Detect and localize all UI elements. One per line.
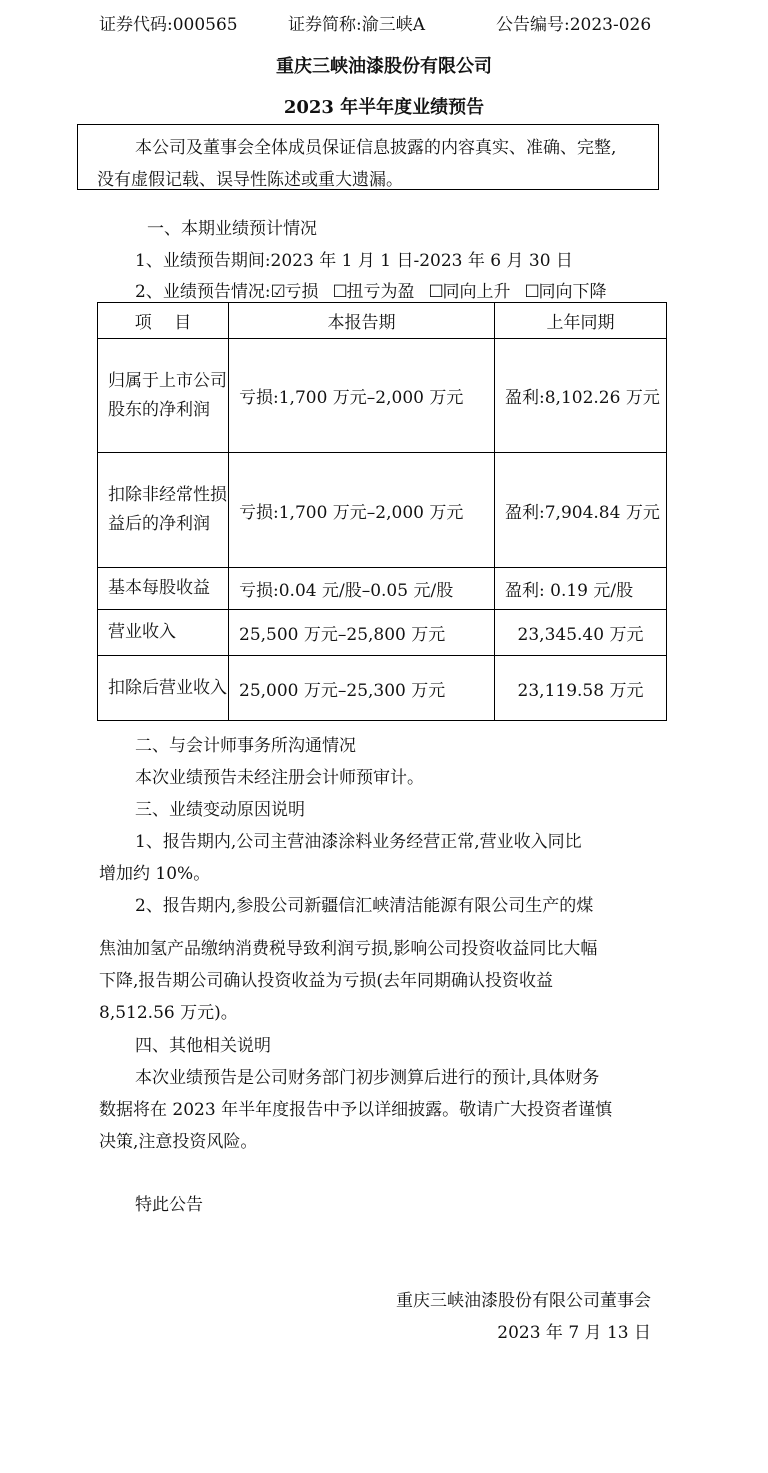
stock-abbreviation: 证券简称:渝三峡A <box>288 15 426 35</box>
header-current-period: 本报告期 <box>229 303 495 339</box>
table-row <box>98 610 667 656</box>
row-prior: 盈利: 0.19 元/股 <box>495 568 667 610</box>
table-row <box>98 568 667 610</box>
row-prior: 盈利:8,102.26 万元 <box>495 339 667 453</box>
option-increase <box>429 277 511 302</box>
row-item: 基本每股收益 <box>98 568 229 610</box>
performance-table <box>97 302 667 721</box>
section-2-heading: 二、与会计师事务所沟通情况 <box>135 736 356 756</box>
row-item: 扣除后营业收入 <box>98 656 229 721</box>
reason-2-line-2: 焦油加氢产品缴纳消费税导致利润亏损,影响公司投资收益同比大幅 <box>99 939 598 959</box>
row-current: 25,500 万元–25,800 万元 <box>229 610 495 656</box>
reason-2-line-4: 8,512.56 万元)。 <box>99 1003 238 1023</box>
section-4-heading: 四、其他相关说明 <box>135 1036 271 1056</box>
option-label: 亏损 <box>284 282 319 302</box>
section-3-heading: 三、业绩变动原因说明 <box>135 800 305 820</box>
notice-line-2: 没有虚假记载、误导性陈述或重大遗漏。 <box>97 170 403 190</box>
option-label: 同向上升 <box>442 282 511 302</box>
row-current: 亏损:1,700 万元–2,000 万元 <box>229 453 495 568</box>
unchecked-box-icon: ☐ <box>428 282 444 302</box>
forecast-type-row <box>135 277 607 302</box>
row-current: 亏损:1,700 万元–2,000 万元 <box>229 339 495 453</box>
row-prior: 23,119.58 万元 <box>495 656 667 721</box>
row-current: 亏损:0.04 元/股–0.05 元/股 <box>229 568 495 610</box>
reason-1-line-2: 增加约 10%。 <box>99 864 211 884</box>
reason-1-line-1: 1、报告期内,公司主营油漆涂料业务经营正常,营业收入同比 <box>135 832 582 852</box>
issuer-signature: 重庆三峡油漆股份有限公司董事会 <box>396 1291 651 1311</box>
table-row <box>98 453 667 568</box>
company-name: 重庆三峡油漆股份有限公司 <box>276 56 492 77</box>
option-label: 同向下降 <box>538 282 607 302</box>
option-decrease <box>525 277 607 302</box>
reason-2-line-1: 2、报告期内,参股公司新疆信汇峡清洁能源有限公司生产的煤 <box>135 896 594 916</box>
header-prior-period: 上年同期 <box>495 303 667 339</box>
section-1-heading: 一、本期业绩预计情况 <box>147 219 317 239</box>
unchecked-box-icon: ☐ <box>524 282 540 302</box>
option-turnaround <box>333 277 415 302</box>
forecast-type-label: 2、业绩预告情况: <box>135 282 271 302</box>
option-label: 扭亏为盈 <box>346 282 415 302</box>
disclosure-notice-box <box>77 124 659 190</box>
stock-code: 证券代码:000565 <box>99 15 238 35</box>
checked-box-icon: ☑ <box>270 282 286 302</box>
notice-line-1: 本公司及董事会全体成员保证信息披露的内容真实、准确、完整, <box>135 138 617 158</box>
announcement-number: 公告编号:2023-026 <box>496 15 652 35</box>
row-item: 扣除非经常性损益后的净利润 <box>98 453 229 568</box>
document-title: 2023 年半年度业绩预告 <box>283 97 485 118</box>
forecast-period: 1、业绩预告期间:2023 年 1 月 1 日-2023 年 6 月 30 日 <box>135 251 573 271</box>
header-item: 项 目 <box>98 303 229 339</box>
table-header-row <box>98 303 667 339</box>
section-2-text: 本次业绩预告未经注册会计师预审计。 <box>135 768 424 788</box>
signature-date: 2023 年 7 月 13 日 <box>497 1323 651 1343</box>
row-item: 归属于上市公司股东的净利润 <box>98 339 229 453</box>
row-prior: 盈利:7,904.84 万元 <box>495 453 667 568</box>
unchecked-box-icon: ☐ <box>332 282 348 302</box>
row-current: 25,000 万元–25,300 万元 <box>229 656 495 721</box>
option-loss <box>271 277 319 302</box>
row-prior: 23,345.40 万元 <box>495 610 667 656</box>
closing-statement: 特此公告 <box>135 1195 203 1215</box>
other-note-line-3: 决策,注意投资风险。 <box>99 1132 258 1152</box>
row-item: 营业收入 <box>98 610 229 656</box>
table-row <box>98 656 667 721</box>
table-row <box>98 339 667 453</box>
reason-2-line-3: 下降,报告期公司确认投资收益为亏损(去年同期确认投资收益 <box>99 971 554 991</box>
other-note-line-2: 数据将在 2023 年半年度报告中予以详细披露。敬请广大投资者谨慎 <box>99 1100 613 1120</box>
other-note-line-1: 本次业绩预告是公司财务部门初步测算后进行的预计,具体财务 <box>135 1068 600 1088</box>
